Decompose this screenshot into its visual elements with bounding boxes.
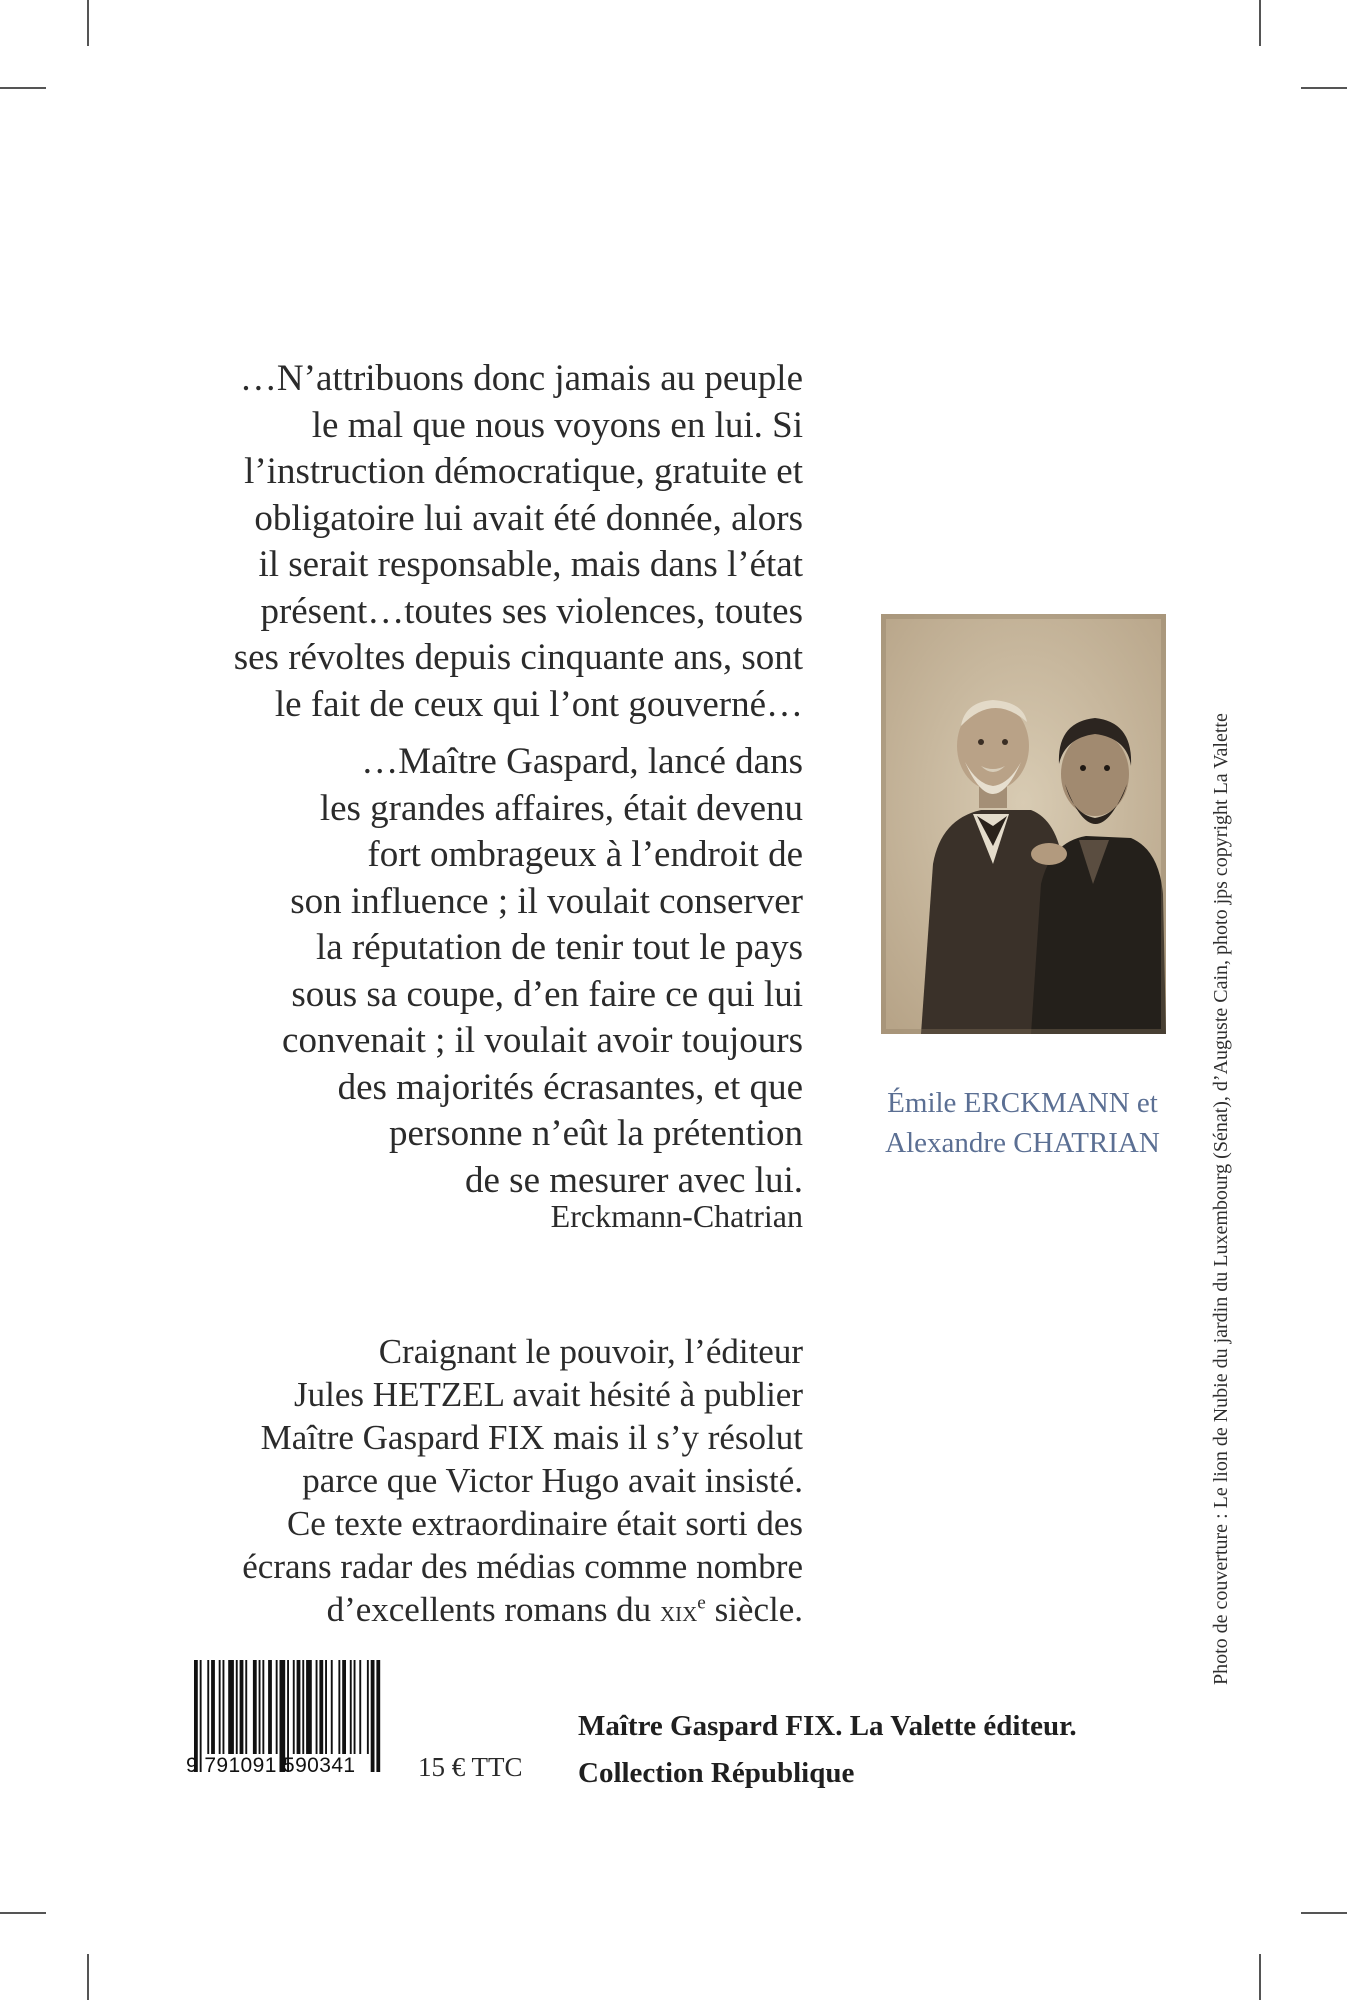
barcode-bar	[306, 1660, 312, 1754]
barcode-bar	[268, 1660, 272, 1754]
blurb	[242, 1330, 803, 1633]
blurb-last-suffix: siècle.	[705, 1590, 803, 1629]
quote-second	[282, 739, 803, 1204]
barcode-bar	[342, 1660, 346, 1754]
barcode-bar	[331, 1660, 333, 1754]
quote-line: la réputation de tenir tout le pays	[315, 927, 803, 968]
crop-mark	[1301, 1912, 1347, 1914]
quote-line: …N’attribuons donc jamais au peuple	[239, 358, 803, 399]
crop-mark	[0, 1912, 46, 1914]
barcode-bar	[245, 1660, 247, 1754]
barcode-bar	[240, 1660, 244, 1754]
barcode-bar	[302, 1660, 304, 1754]
blurb-line: Maître Gaspard FIX mais il s’y résolut	[260, 1418, 803, 1457]
barcode-bar	[297, 1660, 301, 1754]
quote-line: …Maître Gaspard, lancé dans	[361, 741, 803, 782]
quote-line: le mal que nous voyons en lui. Si	[311, 404, 803, 446]
barcode-bar	[259, 1660, 261, 1754]
quote-line: convenait ; il voulait avoir toujours	[282, 1020, 803, 1061]
quote-line: obligatoire lui avait été donnée, alors	[254, 497, 803, 539]
barcode-bar	[223, 1660, 225, 1754]
crop-mark	[0, 87, 46, 89]
quote-line: ses révoltes depuis cinquante ans, sont	[233, 637, 803, 678]
caption-line: Alexandre CHATRIAN	[885, 1127, 1160, 1159]
blurb-line: parce que Victor Hugo avait insisté.	[302, 1461, 803, 1500]
barcode-bar	[262, 1660, 264, 1754]
barcode-bar	[211, 1660, 215, 1754]
barcode-bar	[350, 1660, 352, 1754]
blurb-line: écrans radar des médias comme nombre	[242, 1547, 803, 1586]
blurb-line: Jules HETZEL avait hésité à publier	[294, 1375, 803, 1414]
blurb-line: Craignant le pouvoir, l’éditeur	[378, 1332, 803, 1371]
photo-credit-wrap	[1210, 628, 1248, 1708]
barcode-bar	[207, 1660, 209, 1754]
crop-mark	[1301, 87, 1347, 89]
barcode-bar	[236, 1660, 238, 1754]
barcode-bar	[338, 1660, 340, 1754]
barcode-bar	[276, 1660, 278, 1754]
quote-line: le fait de ceux qui l’ont gouverné…	[274, 683, 803, 725]
crop-mark	[1259, 0, 1261, 46]
blurb-last-prefix: d’excellents romans du	[326, 1590, 660, 1629]
quote-line: fort ombrageux à l’endroit de	[367, 834, 803, 875]
barcode-bar	[253, 1660, 257, 1754]
quote-first	[234, 356, 803, 728]
author-photo	[881, 614, 1166, 1034]
publisher-info	[578, 1703, 1077, 1797]
blurb-line-last	[242, 1588, 803, 1633]
quote-line: des majorités écrasantes, et que	[337, 1066, 803, 1108]
photo-credit: Photo de couverture : Le lion de Nubie du jardin du Luxembourg (Sénat), d’Auguste Cain, photo jps copyright La Valette	[1210, 713, 1232, 1685]
quote-line: son influence ; il voulait conserver	[290, 880, 803, 922]
publisher-line: Collection République	[578, 1757, 855, 1789]
barcode-bar	[359, 1660, 361, 1754]
quote-line: de se mesurer avec lui.	[465, 1159, 803, 1201]
barcode-bar	[325, 1660, 327, 1754]
barcode-bar	[316, 1660, 318, 1754]
quote-line: présent…toutes ses violences, toutes	[260, 590, 803, 632]
quote-line: il serait responsable, mais dans l’état	[258, 544, 803, 585]
barcode-bar	[319, 1660, 323, 1754]
quote-line: les grandes affaires, était devenu	[319, 787, 803, 829]
century-sup: e	[697, 1592, 706, 1614]
barcode-bar	[219, 1660, 221, 1754]
quote-line: sous sa coupe, d’en faire ce qui lui	[291, 973, 803, 1015]
price: 15 € TTC	[418, 1752, 523, 1782]
quote-line: l’instruction démocratique, gratuite et	[244, 451, 803, 492]
blurb-line: Ce texte extraordinaire était sorti des	[286, 1504, 803, 1543]
crop-mark	[1259, 1954, 1261, 2000]
photo-caption	[870, 1083, 1175, 1163]
quote-line: personne n’eût la prétention	[388, 1113, 803, 1154]
crop-mark	[87, 0, 89, 46]
isbn-number: 9 791091 590341	[186, 1754, 356, 1777]
barcode-bar	[228, 1660, 234, 1754]
barcode-bar	[367, 1660, 369, 1754]
publisher-line: Maître Gaspard FIX. La Valette éditeur.	[578, 1710, 1077, 1742]
caption-line: Émile ERCKMANN et	[887, 1087, 1158, 1119]
century-label: xix	[659, 1595, 698, 1628]
crop-mark	[87, 1954, 89, 2000]
barcode-bar	[293, 1660, 295, 1754]
barcode-bar	[354, 1660, 356, 1754]
quote-author: Erckmann-Chatrian	[550, 1198, 803, 1234]
